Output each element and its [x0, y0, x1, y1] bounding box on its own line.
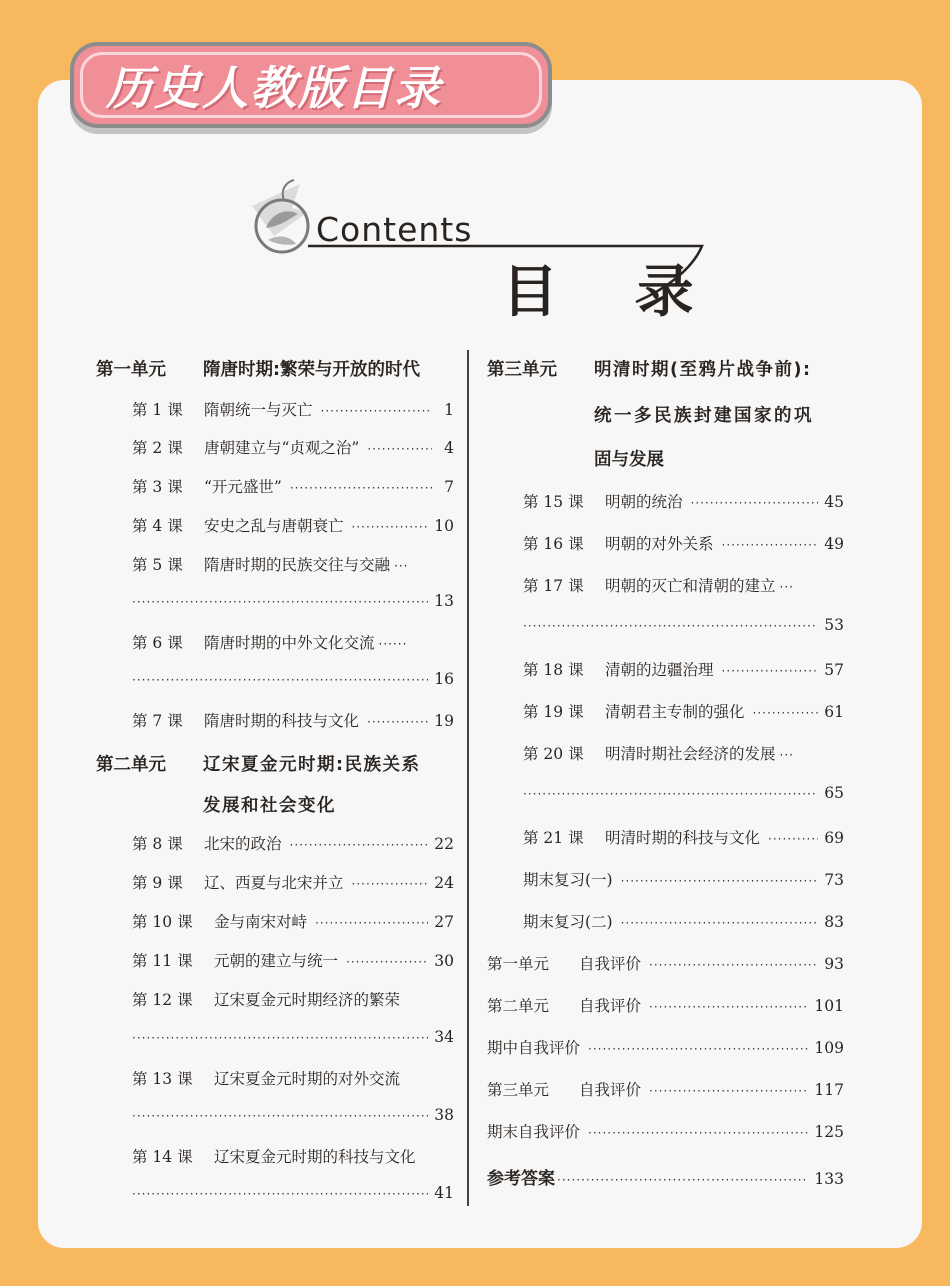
leader-dots	[588, 1042, 808, 1056]
leader-dots: ···	[394, 559, 409, 573]
leader-dots: ···	[779, 748, 794, 762]
leader-dots: ···	[779, 580, 794, 594]
evaluation-title: 期中自我评价	[487, 1039, 581, 1057]
lesson-title: 隋朝统一与灭亡	[204, 401, 313, 419]
page-number: 38	[434, 1106, 454, 1124]
toc-entry[interactable]	[132, 910, 454, 932]
page-number: 13	[434, 592, 454, 610]
lesson-number: 第 4 课	[132, 517, 183, 535]
toc-entry[interactable]	[523, 700, 844, 722]
unit-title: 明清时期(至鸦片战争前):	[594, 360, 812, 380]
toc-entry[interactable]	[132, 1067, 454, 1089]
toc-entry[interactable]	[132, 436, 454, 458]
leader-dots	[132, 595, 428, 609]
lesson-number: 第 9 课	[132, 874, 183, 892]
lesson-title: 明朝的对外关系	[605, 535, 714, 553]
toc-entry[interactable]	[132, 398, 454, 420]
toc-entry[interactable]	[132, 514, 454, 536]
toc-entry[interactable]	[523, 742, 844, 764]
leader-dots	[132, 673, 428, 687]
toc-entry[interactable]	[487, 1036, 844, 1058]
page-number: 133	[814, 1170, 844, 1188]
lesson-title: 隋唐时期的科技与文化	[204, 712, 360, 730]
unit-number: 第三单元	[487, 360, 557, 380]
toc-entry[interactable]	[132, 832, 454, 854]
toc-entry[interactable]	[523, 868, 844, 890]
lesson-title: “开元盛世”	[204, 478, 282, 496]
toc-entry-continuation[interactable]	[132, 1184, 454, 1202]
toc-entry[interactable]	[132, 631, 454, 653]
evaluation-title: 期末自我评价	[487, 1123, 581, 1141]
toc-entry[interactable]	[523, 574, 844, 596]
page-number: 10	[434, 517, 454, 535]
leader-dots	[523, 619, 818, 633]
lesson-title: 清朝的边疆治理	[605, 661, 714, 679]
lesson-number: 第 20 课	[523, 745, 584, 763]
lesson-number: 第 12 课	[132, 991, 193, 1009]
unit-title: 辽宋夏金元时期:民族关系	[203, 755, 421, 775]
unit-3-heading-line3	[594, 446, 664, 471]
leader-dots	[132, 1109, 428, 1123]
unit-1-heading	[96, 356, 420, 381]
title-banner	[70, 42, 552, 128]
leader-dots	[132, 1031, 428, 1045]
lesson-number: 第 21 课	[523, 829, 584, 847]
toc-entry-continuation[interactable]	[132, 670, 454, 688]
page-number: 34	[434, 1028, 454, 1046]
toc-entry[interactable]	[487, 1164, 844, 1189]
page-number: 117	[814, 1081, 844, 1099]
lesson-number: 第 14 课	[132, 1148, 193, 1166]
toc-entry-continuation[interactable]	[132, 1106, 454, 1124]
review-title: 期末复习(二)	[523, 913, 613, 931]
contents-heading-en: Contents	[316, 210, 473, 249]
page-number: 83	[824, 913, 844, 931]
lesson-title: 安史之乱与唐朝衰亡	[204, 517, 344, 535]
unit-number: 第二单元	[487, 997, 550, 1015]
unit-title: 固与发展	[594, 450, 664, 470]
column-divider	[467, 350, 469, 1206]
lesson-number: 第 8 课	[132, 835, 183, 853]
evaluation-title: 自我评价	[579, 997, 642, 1015]
toc-entry[interactable]	[523, 658, 844, 680]
toc-entry[interactable]	[523, 826, 844, 848]
lesson-number: 第 15 课	[523, 493, 584, 511]
lesson-number: 第 10 课	[132, 913, 193, 931]
page-number: 30	[434, 952, 454, 970]
leader-dots	[290, 481, 432, 495]
leader-dots	[722, 538, 819, 552]
toc-entry[interactable]	[523, 910, 844, 932]
toc-entry[interactable]	[132, 709, 454, 731]
leader-dots	[346, 955, 428, 969]
answers-title: 参考答案	[487, 1169, 555, 1189]
lesson-number: 第 13 课	[132, 1070, 193, 1088]
toc-entry[interactable]	[132, 949, 454, 971]
lesson-number: 第 11 课	[132, 952, 193, 970]
page-number: 7	[444, 478, 454, 496]
toc-entry[interactable]	[523, 490, 844, 512]
unit-title: 发展和社会变化	[203, 796, 336, 816]
leader-dots	[367, 442, 432, 456]
unit-3-heading	[487, 356, 812, 381]
toc-entry[interactable]	[487, 1120, 844, 1142]
lesson-title: 明清时期社会经济的发展	[605, 745, 776, 763]
page-number: 73	[824, 871, 844, 889]
leader-dots	[132, 1187, 428, 1201]
lesson-number: 第 2 课	[132, 439, 183, 457]
leader-dots: ······	[378, 637, 408, 651]
toc-entry[interactable]	[132, 871, 454, 893]
leader-dots	[649, 1000, 808, 1014]
toc-entry[interactable]	[487, 1078, 844, 1100]
evaluation-title: 自我评价	[579, 955, 642, 973]
page-number: 4	[444, 439, 454, 457]
page-number: 101	[814, 997, 844, 1015]
lesson-title: 隋唐时期的中外文化交流	[204, 634, 375, 652]
toc-entry[interactable]	[132, 553, 454, 575]
page-number: 93	[824, 955, 844, 973]
leader-dots	[722, 664, 819, 678]
banner-title: 历史人教版目录	[106, 61, 442, 115]
page-number: 16	[434, 670, 454, 688]
leader-dots	[290, 838, 429, 852]
page-number: 49	[824, 535, 844, 553]
lesson-number: 第 18 课	[523, 661, 584, 679]
leader-dots	[753, 706, 819, 720]
lesson-number: 第 5 课	[132, 556, 183, 574]
lesson-title: 明清时期的科技与文化	[605, 829, 761, 847]
lesson-title: 北宋的政治	[204, 835, 282, 853]
leader-dots	[649, 958, 818, 972]
lesson-number: 第 1 课	[132, 401, 183, 419]
leader-dots	[352, 520, 429, 534]
unit-title: 统一多民族封建国家的巩	[594, 406, 814, 426]
lesson-number: 第 6 课	[132, 634, 183, 652]
lesson-number: 第 7 课	[132, 712, 183, 730]
leader-dots	[315, 916, 428, 930]
contents-heading-zh: 目 录	[502, 260, 724, 325]
review-title: 期末复习(一)	[523, 871, 613, 889]
unit-2-heading-line2	[203, 792, 336, 817]
leader-dots	[321, 404, 432, 418]
toc-entry-continuation[interactable]	[132, 592, 454, 610]
lesson-title: 明朝的统治	[605, 493, 683, 511]
unit-number: 第三单元	[487, 1081, 550, 1099]
leader-dots	[649, 1084, 808, 1098]
lesson-number: 第 17 课	[523, 577, 584, 595]
unit-number: 第一单元	[96, 360, 166, 380]
evaluation-title: 自我评价	[579, 1081, 642, 1099]
page-number: 19	[434, 712, 454, 730]
leader-dots	[367, 715, 428, 729]
lesson-title: 唐朝建立与“贞观之治”	[204, 439, 360, 457]
lesson-title: 元朝的建立与统一	[214, 952, 339, 970]
leader-dots	[621, 916, 819, 930]
unit-number: 第一单元	[487, 955, 550, 973]
page-number: 109	[814, 1039, 844, 1057]
page-number: 24	[434, 874, 454, 892]
page-number: 1	[444, 401, 454, 419]
leader-dots	[352, 877, 429, 891]
lesson-title: 隋唐时期的民族交往与交融	[204, 556, 391, 574]
leader-dots	[691, 496, 819, 510]
unit-2-heading	[96, 751, 421, 776]
leader-dots	[523, 787, 818, 801]
lesson-title: 辽宋夏金元时期的对外交流	[214, 1070, 401, 1088]
leader-dots	[621, 874, 819, 888]
toc-entry[interactable]	[132, 1145, 454, 1167]
leader-dots	[588, 1126, 808, 1140]
lesson-number: 第 3 课	[132, 478, 183, 496]
toc-entry-continuation[interactable]	[523, 616, 844, 634]
unit-3-heading-line2	[594, 402, 814, 427]
lesson-title: 辽、西夏与北宋并立	[204, 874, 344, 892]
lesson-number: 第 19 课	[523, 703, 584, 721]
unit-number: 第二单元	[96, 755, 166, 775]
toc-entry[interactable]	[523, 532, 844, 554]
leader-dots	[768, 832, 818, 846]
lesson-title: 明朝的灭亡和清朝的建立	[605, 577, 776, 595]
lesson-title: 辽宋夏金元时期的科技与文化	[214, 1148, 416, 1166]
leader-dots	[557, 1173, 808, 1187]
toc-entry[interactable]	[487, 952, 844, 974]
page-number: 45	[824, 493, 844, 511]
lesson-title: 金与南宋对峙	[214, 913, 308, 931]
lesson-number: 第 16 课	[523, 535, 584, 553]
toc-entry[interactable]	[487, 994, 844, 1016]
page-number: 22	[434, 835, 454, 853]
toc-entry[interactable]	[132, 475, 454, 497]
leaf-icon	[252, 180, 308, 252]
lesson-title: 清朝君主专制的强化	[605, 703, 745, 721]
page-number: 41	[434, 1184, 454, 1202]
page-number: 57	[824, 661, 844, 679]
toc-entry[interactable]	[132, 988, 454, 1010]
toc-entry-continuation[interactable]	[523, 784, 844, 802]
page-number: 125	[814, 1123, 844, 1141]
page-number: 27	[434, 913, 454, 931]
page-number: 69	[824, 829, 844, 847]
page-number: 53	[824, 616, 844, 634]
page-number: 65	[824, 784, 844, 802]
page-number: 61	[824, 703, 844, 721]
toc-entry-continuation[interactable]	[132, 1028, 454, 1046]
lesson-title: 辽宋夏金元时期经济的繁荣	[214, 991, 401, 1009]
unit-title: 隋唐时期:繁荣与开放的时代	[203, 360, 420, 380]
